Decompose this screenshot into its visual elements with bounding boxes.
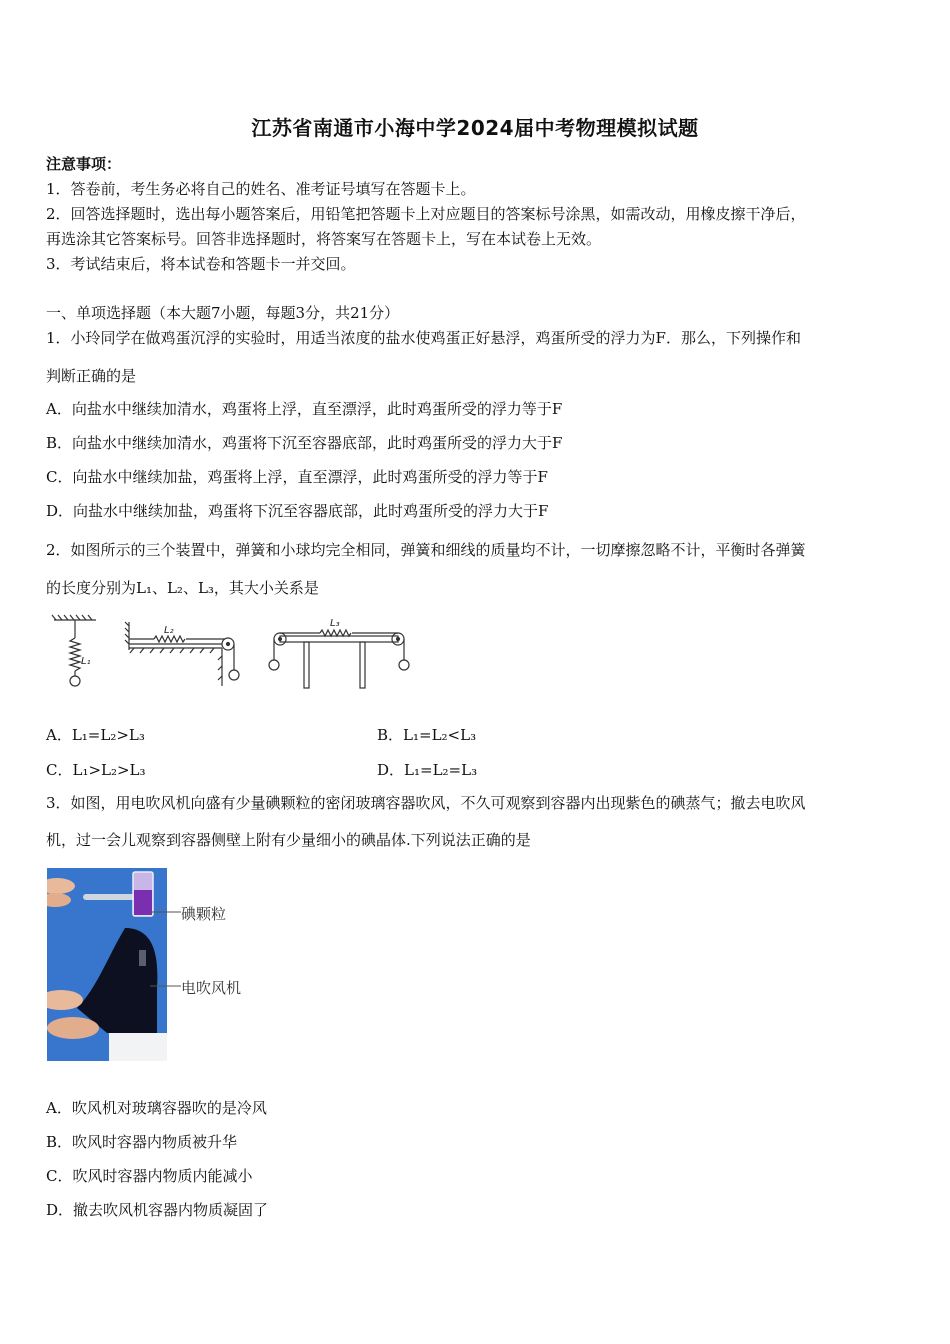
q2-option-a: A．L₁=L₂>L₃ — [46, 726, 145, 744]
q2-option-c: C．L₁>L₂>L₃ — [46, 761, 146, 779]
label-iodine-particles: 碘颗粒 — [181, 905, 227, 923]
pointer-lines — [150, 900, 185, 995]
hair-dryer-photo — [47, 868, 167, 1061]
label-l2: L₂ — [164, 625, 174, 636]
notice-heading: 注意事项： — [46, 155, 122, 173]
q3-stem: 3．如图，用电吹风机向盛有少量碘颗粒的密闭玻璃容器吹风，不久可观察到容器内出现紫色的碘蒸气；撤去电吹风 — [46, 794, 806, 812]
q2-stem: 2．如图所示的三个装置中，弹簧和小球均完全相同，弹簧和细线的质量均不计，一切摩擦忽略不计，平衡时各弹簧 — [46, 541, 806, 559]
spring-apparatus-figure — [50, 612, 420, 694]
device-3-table-spring — [269, 630, 409, 688]
q3-stem: 机，过一会儿观察到容器侧壁上附有少量细小的碘晶体.下列说法正确的是 — [46, 831, 531, 849]
section-heading: 一、单项选择题（本大题7小题，每题3分，共21分） — [46, 304, 400, 322]
device-2-horizontal-spring — [125, 622, 239, 686]
page-title: 江苏省南通市小海中学2024届中考物理模拟试题 — [251, 116, 699, 140]
notice-item: 2．回答选择题时，选出每小题答案后，用铅笔把答题卡上对应题目的答案标号涂黑，如需改动，用橡皮擦干净后， — [46, 205, 806, 223]
q1-option-c: C．向盐水中继续加盐，鸡蛋将上浮，直至漂浮，此时鸡蛋所受的浮力等于F — [46, 468, 548, 486]
q1-option-d: D．向盐水中继续加盐，鸡蛋将下沉至容器底部，此时鸡蛋所受的浮力大于F — [46, 502, 549, 520]
q1-stem: 1．小玲同学在做鸡蛋沉浮的实验时，用适当浓度的盐水使鸡蛋正好悬浮，鸡蛋所受的浮力为F．那么，下列操作和 — [46, 329, 801, 347]
q1-option-a: A．向盐水中继续加清水，鸡蛋将上浮，直至漂浮，此时鸡蛋所受的浮力等于F — [46, 400, 563, 418]
device-1-vertical-spring — [52, 615, 96, 686]
q2-option-b: B．L₁=L₂<L₃ — [377, 726, 477, 744]
notice-item: 3．考试结束后，将本试卷和答题卡一并交回。 — [46, 255, 356, 273]
q1-option-b: B．向盐水中继续加清水，鸡蛋将下沉至容器底部，此时鸡蛋所受的浮力大于F — [46, 434, 563, 452]
q3-option-b: B．吹风时容器内物质被升华 — [46, 1133, 238, 1151]
q3-option-d: D．撤去吹风机容器内物质凝固了 — [46, 1201, 269, 1219]
notice-item: 1．答卷前，考生务必将自己的姓名、准考证号填写在答题卡上。 — [46, 180, 476, 198]
q3-option-a: A．吹风机对玻璃容器吹的是冷风 — [46, 1099, 267, 1117]
label-hair-dryer: 电吹风机 — [181, 979, 242, 997]
label-l3: L₃ — [330, 618, 340, 629]
label-l1: L₁ — [81, 656, 91, 667]
q1-stem: 判断正确的是 — [46, 367, 137, 385]
q3-option-c: C．吹风时容器内物质内能减小 — [46, 1167, 253, 1185]
q2-option-d: D．L₁=L₂=L₃ — [377, 761, 478, 779]
q2-stem: 的长度分别为L₁、L₂、L₃，其大小关系是 — [46, 579, 319, 597]
notice-item: 再选涂其它答案标号。回答非选择题时，将答案写在答题卡上，写在本试卷上无效。 — [46, 230, 602, 248]
